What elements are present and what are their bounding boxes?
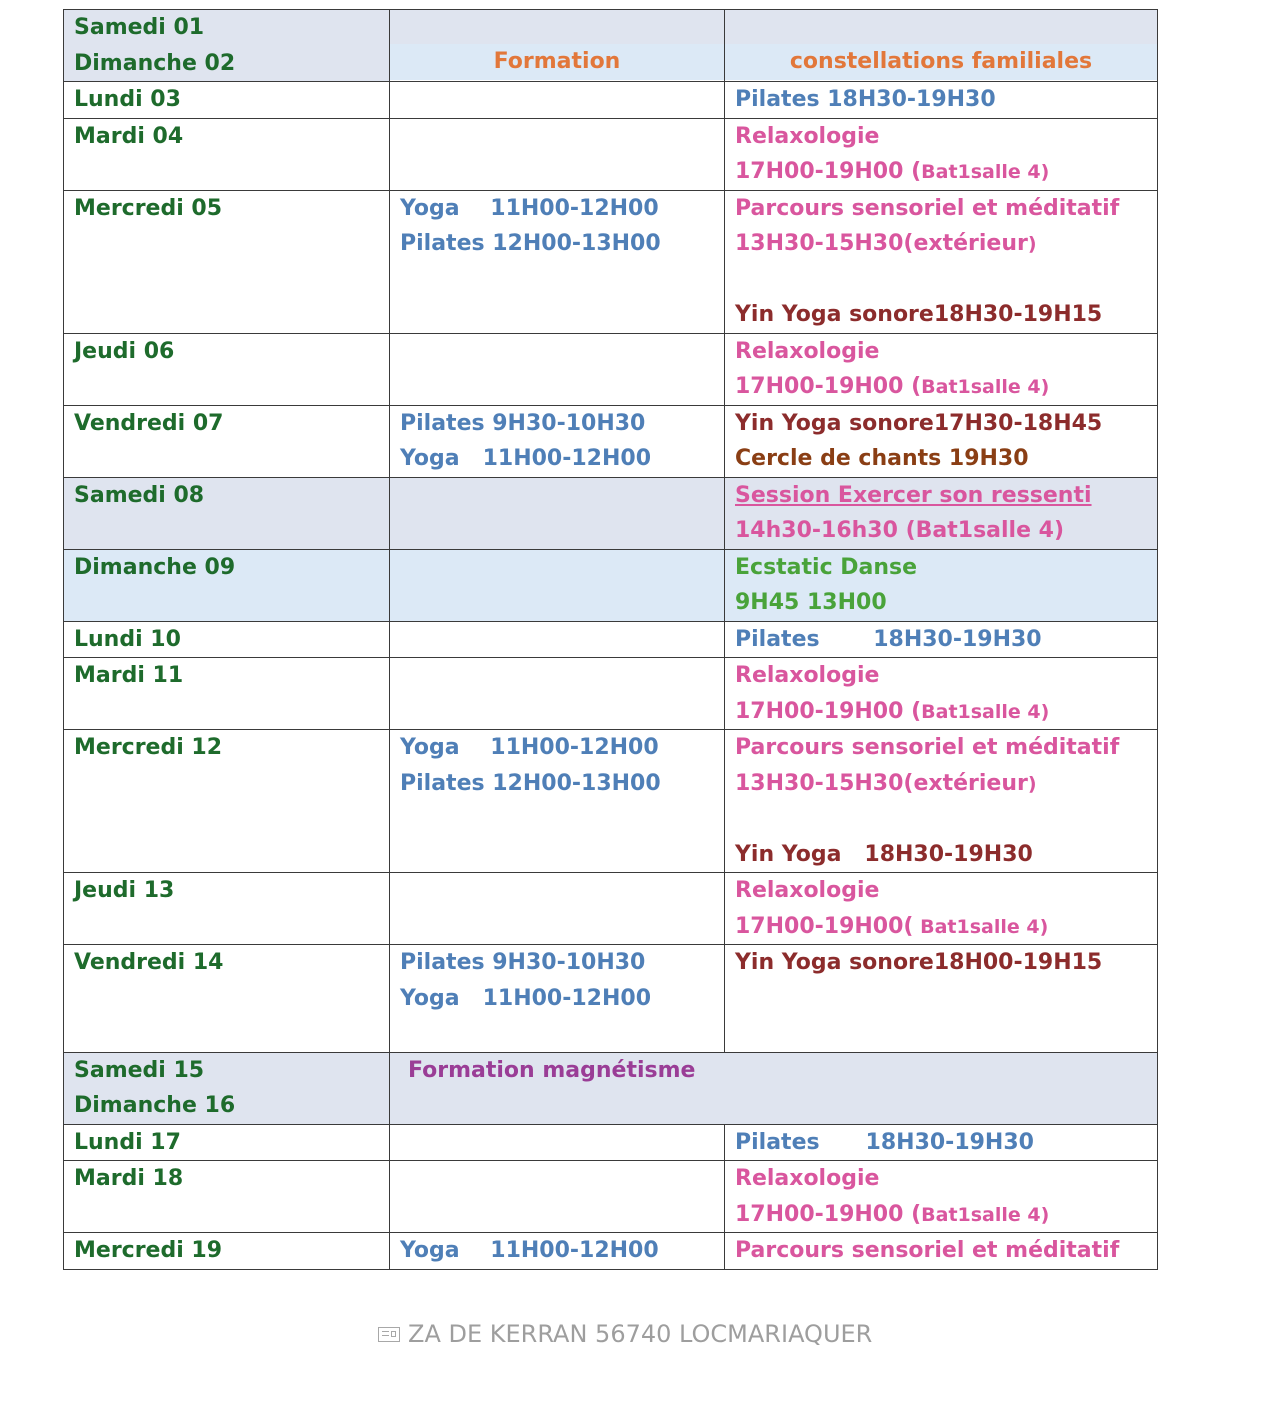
activity-entry-text: Pilates 18H30-19H30 [735, 1129, 1034, 1155]
formation-cell [390, 405, 725, 477]
day-cell [64, 1233, 390, 1270]
activity-entry-room: Bat1salle 4) [921, 700, 1050, 723]
day-cell [64, 658, 390, 730]
day-cell [64, 190, 390, 333]
activity-entry [735, 262, 1147, 298]
activity-entry [735, 119, 1147, 155]
day-cell [64, 333, 390, 405]
day-label: Samedi 15 [74, 1057, 205, 1083]
header-day-2: Dimanche 02 [74, 50, 236, 76]
activity-entry [735, 801, 1147, 837]
schedule-row [64, 82, 1158, 119]
header-day-1: Samedi 01 [74, 15, 205, 40]
schedule-row [64, 405, 1158, 477]
merged-event-label: Formation magnétisme [408, 1057, 696, 1083]
day-cell [64, 873, 390, 945]
formation-entry-text: Yoga 11H00-12H00 [400, 1238, 659, 1263]
formation-cell [390, 333, 725, 405]
activity-entry-text: Cercle de chants 19H30 [735, 446, 1029, 471]
formation-cell [390, 190, 725, 333]
formation-entry-text: Pilates 12H00-13H00 [400, 770, 661, 796]
day-label: Mardi 04 [74, 123, 184, 149]
formation-entry [400, 766, 714, 802]
activity-entry-text: Yin Yoga sonore17H30-18H45 [735, 410, 1103, 436]
activity-entry-text: Relaxologie [735, 1166, 880, 1191]
activity-cell [725, 1161, 1158, 1233]
formation-entry-text: Pilates 9H30-10H30 [400, 410, 646, 436]
day-cell [64, 549, 390, 621]
formation-entry-text: Pilates 9H30-10H30 [400, 950, 646, 975]
formation-cell [390, 658, 725, 730]
header-row [64, 10, 1158, 82]
schedule-row [64, 945, 1158, 1053]
activity-cell [725, 945, 1158, 1053]
day-label: Lundi 17 [74, 1129, 181, 1155]
activity-cell [725, 477, 1158, 549]
activity-entry [735, 478, 1147, 514]
activity-cell [725, 1233, 1158, 1270]
activity-entry-room: ) [1027, 233, 1037, 255]
activity-entry-text [735, 267, 743, 292]
activity-entry [735, 550, 1147, 586]
activity-entry-text: Yin Yoga 18H30-19H30 [735, 841, 1033, 867]
activity-cell [725, 1124, 1158, 1161]
schedule-row [64, 477, 1158, 549]
activity-entry [735, 226, 1147, 262]
formation-entry [400, 441, 714, 477]
day-cell [64, 621, 390, 658]
activity-entry-text: 17H00-19H00( [735, 913, 914, 939]
activity-cell [725, 621, 1158, 658]
formation-cell [390, 1233, 725, 1270]
activity-entry [735, 873, 1147, 909]
activity-entry [735, 191, 1147, 227]
column-title-formation: Formation [390, 44, 724, 80]
header-formation-cell [390, 10, 725, 82]
activity-entry [735, 694, 1147, 730]
formation-entry-text: Yoga 11H00-12H00 [400, 735, 659, 760]
schedule-table [63, 9, 1158, 1270]
activity-cell [725, 333, 1158, 405]
activity-entry [735, 1125, 1147, 1161]
day-label: Dimanche 16 [74, 1093, 236, 1118]
activity-entry [735, 441, 1147, 477]
day-label: Jeudi 13 [74, 878, 175, 903]
formation-entry-text: Yoga 11H00-12H00 [400, 446, 652, 471]
activity-entry-text: 17H00-19H00 ( [735, 1201, 922, 1227]
activity-entry [735, 1233, 1147, 1269]
formation-entry [400, 981, 714, 1017]
day-cell [64, 82, 390, 119]
footer-address-text: ZA DE KERRAN 56740 LOCMARIAQUER [408, 1320, 873, 1348]
activity-cell [725, 873, 1158, 945]
activity-cell [725, 190, 1158, 333]
formation-entry-text [400, 1021, 408, 1046]
formation-cell [390, 549, 725, 621]
schedule-row [64, 118, 1158, 190]
day-label: Lundi 03 [74, 87, 181, 112]
address-card-icon [378, 1327, 400, 1342]
formation-cell [390, 730, 725, 873]
activity-cell [725, 118, 1158, 190]
day-cell [64, 1161, 390, 1233]
day-cell [64, 730, 390, 873]
activity-entry-text: Parcours sensoriel et méditatif [735, 735, 1120, 760]
formation-cell [390, 945, 725, 1053]
activity-entry-text: Yin Yoga sonore18H30-19H15 [735, 302, 1103, 327]
day-cell [64, 1052, 390, 1124]
activity-entry [735, 837, 1147, 873]
formation-cell [390, 1124, 725, 1161]
day-label: Samedi 08 [74, 482, 205, 508]
activity-entry [735, 622, 1147, 658]
formation-entry [400, 1016, 714, 1052]
activity-entry-text: 14h30-16h30 (Bat1salle 4) [735, 518, 1065, 543]
day-cell [64, 1124, 390, 1161]
activity-entry-text: 9H45 13H00 [735, 590, 887, 615]
formation-entry [400, 1233, 714, 1269]
activity-entry-room: ) [1027, 772, 1037, 795]
header-constellations-cell [725, 10, 1158, 82]
schedule-row [64, 658, 1158, 730]
day-label: Dimanche 09 [74, 554, 236, 580]
activity-entry [735, 1197, 1147, 1233]
schedule-row [64, 549, 1158, 621]
day-label: Mercredi 05 [74, 195, 223, 221]
activity-entry [735, 369, 1147, 405]
day-cell [64, 477, 390, 549]
day-label: Mercredi 12 [74, 735, 223, 760]
formation-cell [390, 1161, 725, 1233]
activity-entry-text: Relaxologie [735, 123, 880, 149]
formation-entry [400, 406, 714, 442]
activity-entry-text: Session Exercer son ressenti [735, 482, 1092, 508]
activity-entry [735, 730, 1147, 766]
schedule-body [64, 10, 1158, 1270]
activity-entry-text [735, 806, 743, 831]
activity-entry-text: Relaxologie [735, 663, 880, 688]
schedule-row [64, 1124, 1158, 1161]
formation-entry [400, 226, 714, 262]
formation-entry-text: Pilates 12H00-13H00 [400, 231, 661, 256]
activity-entry-text: Relaxologie [735, 338, 880, 364]
day-label: Vendredi 07 [74, 410, 224, 436]
schedule-row [64, 730, 1158, 873]
activity-entry [735, 82, 1147, 118]
schedule-row [64, 621, 1158, 658]
activity-entry-text: 17H00-19H00 ( [735, 374, 922, 399]
activity-entry [735, 1161, 1147, 1197]
footer-address [378, 1320, 872, 1348]
formation-cell [390, 621, 725, 658]
activity-entry-room: Bat1salle 4) [913, 915, 1049, 938]
day-cell [64, 118, 390, 190]
activity-entry-text: 13H30-15H30(extérieur [735, 770, 1028, 796]
day-label: Lundi 10 [74, 626, 181, 652]
activity-entry [735, 406, 1147, 442]
activity-entry-text: 13H30-15H30(extérieur [735, 231, 1028, 256]
day-cell [64, 405, 390, 477]
header-days-cell [64, 10, 390, 82]
formation-cell [390, 873, 725, 945]
formation-entry [400, 945, 714, 981]
schedule-row [64, 333, 1158, 405]
schedule-row [64, 1233, 1158, 1270]
activity-entry-text: Pilates 18H30-19H30 [735, 626, 1042, 652]
activity-cell [725, 730, 1158, 873]
activity-entry [735, 297, 1147, 333]
formation-entry [400, 730, 714, 766]
activity-entry [735, 945, 1147, 981]
activity-entry-text: 17H00-19H00 ( [735, 698, 922, 724]
formation-entry [400, 191, 714, 227]
activity-entry-text: Parcours sensoriel et méditatif [735, 1238, 1120, 1263]
day-label: Mardi 11 [74, 663, 184, 688]
activity-entry-text: Relaxologie [735, 878, 880, 903]
column-title-constellations: constellations familiales [725, 44, 1157, 80]
activity-entry-text: Pilates 18H30-19H30 [735, 87, 996, 112]
schedule-row [64, 1052, 1158, 1124]
day-label: Vendredi 14 [74, 950, 224, 975]
day-label: Mercredi 19 [74, 1238, 223, 1263]
merged-event-cell [390, 1052, 1158, 1124]
schedule-row [64, 873, 1158, 945]
activity-entry-text: 17H00-19H00 ( [735, 159, 922, 184]
activity-entry-room: Bat1salle 4) [921, 1203, 1050, 1226]
activity-entry [735, 766, 1147, 802]
activity-entry [735, 909, 1147, 945]
schedule-row [64, 1161, 1158, 1233]
formation-entry-text: Yoga 11H00-12H00 [400, 195, 659, 221]
activity-entry [735, 513, 1147, 549]
activity-entry [735, 154, 1147, 190]
activity-cell [725, 405, 1158, 477]
day-label: Jeudi 06 [74, 338, 175, 364]
formation-cell [390, 477, 725, 549]
activity-cell [725, 82, 1158, 119]
activity-entry-room: Bat1salle 4) [921, 161, 1050, 183]
schedule-row [64, 190, 1158, 333]
formation-cell [390, 118, 725, 190]
activity-entry-text: Yin Yoga sonore18H00-19H15 [735, 950, 1103, 975]
activity-entry-text: Parcours sensoriel et méditatif [735, 195, 1120, 221]
day-label: Mardi 18 [74, 1166, 184, 1191]
activity-entry [735, 658, 1147, 694]
activity-entry [735, 585, 1147, 621]
activity-cell [725, 658, 1158, 730]
formation-cell [390, 82, 725, 119]
formation-entry-text: Yoga 11H00-12H00 [400, 985, 652, 1011]
activity-entry-text: Ecstatic Danse [735, 554, 918, 580]
activity-entry [735, 334, 1147, 370]
day-cell [64, 945, 390, 1053]
activity-entry-room: Bat1salle 4) [921, 376, 1050, 398]
activity-cell [725, 549, 1158, 621]
